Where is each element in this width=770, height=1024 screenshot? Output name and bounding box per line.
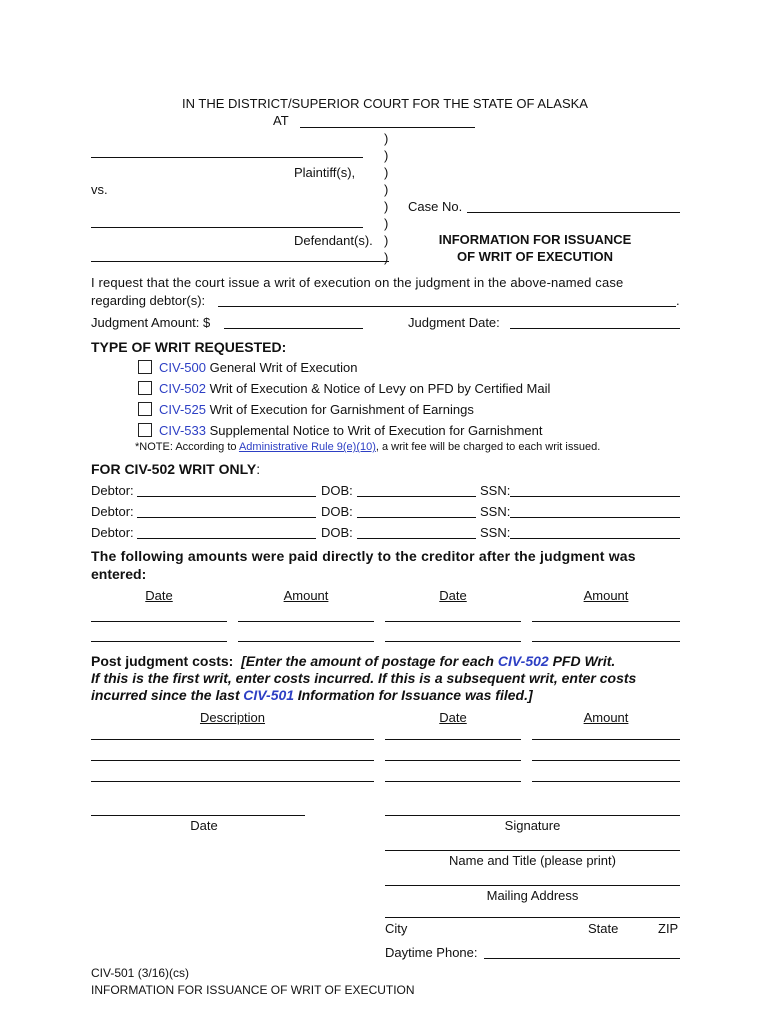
- civ525-checkbox[interactable]: [138, 402, 152, 416]
- cost-date-header: Date: [439, 710, 467, 725]
- payment-amount-field[interactable]: [532, 621, 680, 622]
- form-name: INFORMATION FOR ISSUANCE OF WRIT OF EXECUTION: [91, 983, 415, 997]
- dob-field[interactable]: [357, 496, 476, 497]
- form-number: CIV-501 (3/16)(cs): [91, 966, 190, 980]
- dob-field[interactable]: [357, 538, 476, 539]
- cost-date-field[interactable]: [385, 739, 521, 740]
- payment-date-field[interactable]: [91, 621, 227, 622]
- daytime-phone-label: Daytime Phone:: [385, 945, 478, 960]
- at-location-field[interactable]: [300, 127, 475, 128]
- writ-option-civ500: CIV-500 General Writ of Execution: [159, 360, 358, 375]
- city-label: City: [385, 921, 408, 936]
- cost-amount-field[interactable]: [532, 781, 680, 782]
- payment-date-header: Date: [439, 588, 467, 603]
- civ502-heading: FOR CIV-502 WRIT ONLY:: [91, 461, 261, 477]
- debtor-label: Debtor:: [91, 483, 134, 498]
- ssn-label: SSN:: [480, 483, 511, 498]
- payment-date-field[interactable]: [385, 641, 521, 642]
- ssn-field[interactable]: [510, 517, 680, 518]
- cost-amount-header: Amount: [583, 710, 629, 725]
- defendant-field[interactable]: [91, 227, 363, 228]
- dob-label: DOB:: [321, 483, 353, 498]
- cost-date-field[interactable]: [385, 760, 521, 761]
- writ-option-civ533: CIV-533 Supplemental Notice to Writ of Execution for Garnishment: [159, 423, 543, 438]
- debtor-field[interactable]: [137, 496, 316, 497]
- payments-heading-line-2: entered:: [91, 566, 147, 582]
- caption-bottom-rule: [91, 261, 389, 262]
- payment-amount-field[interactable]: [238, 621, 374, 622]
- writ-option-civ502: CIV-502 Writ of Execution & Notice of Levy on PFD by Certified Mail: [159, 381, 551, 396]
- plaintiff-field[interactable]: [91, 157, 363, 158]
- plaintiff-label: Plaintiff(s),: [294, 165, 356, 180]
- payment-date-field[interactable]: [385, 621, 521, 622]
- mailing-address-label: Mailing Address: [486, 888, 579, 903]
- sign-date-label: Date: [190, 818, 218, 833]
- debtor-name-field[interactable]: [218, 306, 676, 307]
- debtor-field[interactable]: [137, 517, 316, 518]
- post-costs-line-1: Post judgment costs: [Enter the amount of postage for each CIV-502 PFD Writ.: [91, 653, 616, 669]
- vs-label: vs.: [91, 182, 108, 197]
- debtor-label: regarding debtor(s):: [91, 293, 206, 308]
- debtor-period: .: [676, 293, 680, 308]
- state-label: State: [588, 921, 619, 936]
- dob-field[interactable]: [357, 517, 476, 518]
- judgment-amount-label: Judgment Amount: $: [91, 315, 211, 330]
- writ-fee-note: *NOTE: According to Administrative Rule 9(e)(10), a writ fee will be charged to each writ issued.: [135, 441, 601, 453]
- form-title-line-1: INFORMATION FOR ISSUANCE: [438, 232, 632, 247]
- judgment-amount-field[interactable]: [224, 328, 363, 329]
- cost-description-header: Description: [199, 710, 266, 725]
- payment-amount-field[interactable]: [532, 641, 680, 642]
- ssn-field[interactable]: [510, 538, 680, 539]
- mailing-address-field[interactable]: [385, 885, 680, 886]
- request-text: I request that the court issue a writ of execution on the judgment in the above-named case: [91, 275, 624, 290]
- signature-field[interactable]: [385, 815, 680, 816]
- sign-date-field[interactable]: [91, 815, 305, 816]
- ssn-field[interactable]: [510, 496, 680, 497]
- dob-label: DOB:: [321, 525, 353, 540]
- debtor-label: Debtor:: [91, 504, 134, 519]
- administrative-rule-link[interactable]: Administrative Rule 9(e)(10): [238, 441, 376, 453]
- payment-amount-header: Amount: [583, 588, 629, 603]
- cost-date-field[interactable]: [385, 781, 521, 782]
- payments-heading-line-1: The following amounts were paid directly to the creditor after the judgment was: [91, 548, 636, 564]
- form-title-line-2: OF WRIT OF EXECUTION: [457, 249, 613, 264]
- payment-date-field[interactable]: [91, 641, 227, 642]
- cost-amount-field[interactable]: [532, 760, 680, 761]
- zip-label: ZIP: [658, 921, 679, 936]
- judgment-date-field[interactable]: [510, 328, 680, 329]
- payment-date-header: Date: [145, 588, 173, 603]
- payment-amount-field[interactable]: [238, 641, 374, 642]
- civ533-checkbox[interactable]: [138, 423, 152, 437]
- ssn-label: SSN:: [480, 504, 511, 519]
- signature-label: Signature: [504, 818, 561, 833]
- ssn-label: SSN:: [480, 525, 511, 540]
- payment-amount-header: Amount: [283, 588, 329, 603]
- dob-label: DOB:: [321, 504, 353, 519]
- name-title-field[interactable]: [385, 850, 680, 851]
- court-header: IN THE DISTRICT/SUPERIOR COURT FOR THE STATE OF ALASKA: [182, 96, 588, 111]
- writ-option-civ525: CIV-525 Writ of Execution for Garnishment of Earnings: [159, 402, 474, 417]
- at-label: AT: [273, 113, 289, 128]
- daytime-phone-field[interactable]: [484, 958, 680, 959]
- case-no-field[interactable]: [467, 212, 680, 213]
- cost-amount-field[interactable]: [532, 739, 680, 740]
- post-costs-line-2: If this is the first writ, enter costs incurred. If this is a subsequent writ, enter costs: [91, 670, 637, 686]
- debtor-field[interactable]: [137, 538, 316, 539]
- debtor-label: Debtor:: [91, 525, 134, 540]
- name-title-label: Name and Title (please print): [449, 853, 616, 868]
- city-state-zip-field[interactable]: [385, 917, 680, 918]
- cost-description-field[interactable]: [91, 739, 374, 740]
- defendant-label: Defendant(s).: [294, 233, 373, 248]
- cost-description-field[interactable]: [91, 760, 374, 761]
- civ502-checkbox[interactable]: [138, 381, 152, 395]
- civ500-checkbox[interactable]: [138, 360, 152, 374]
- post-costs-line-3: incurred since the last CIV-501 Information for Issuance was filed.]: [91, 687, 533, 703]
- judgment-date-label: Judgment Date:: [408, 315, 500, 330]
- case-no-label: Case No.: [408, 199, 463, 214]
- cost-description-field[interactable]: [91, 781, 374, 782]
- writ-type-heading: TYPE OF WRIT REQUESTED:: [91, 339, 287, 355]
